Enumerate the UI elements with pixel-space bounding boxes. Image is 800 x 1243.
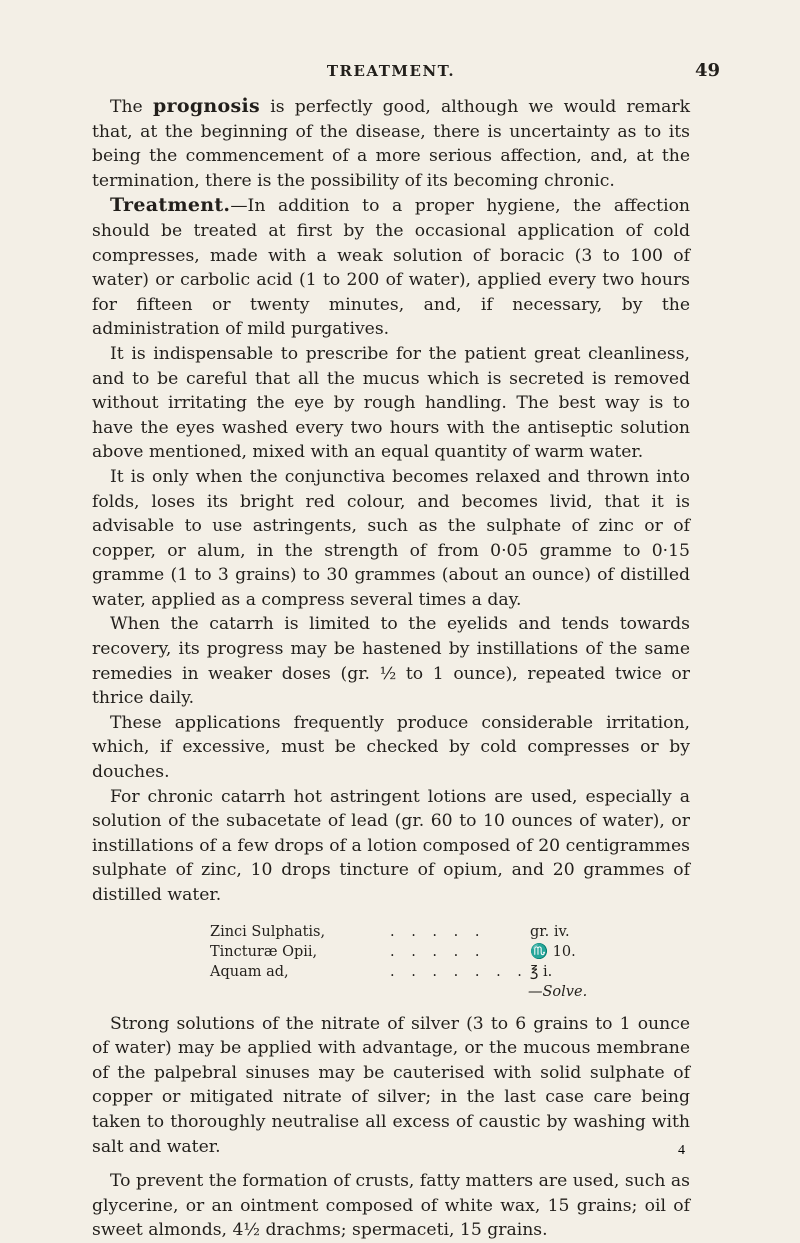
paragraph: Strong solutions of the nitrate of silver (3 to 6 grains to 1 ounce of water) may be applied with advantage, or the mucous membrane of the palpebral sinuses may be cauterised with solid sulphate of copper or mitigated nitrate of silver; in the last case care being taken to thoroughly neutralise all excess of caustic by washing with salt and water.: [92, 1013, 690, 1157]
solve-direction: —Solve.: [528, 983, 588, 1000]
amount: gr. iv.: [530, 923, 570, 940]
ingredient: Tincturæ Opii,: [210, 943, 318, 960]
amount: ℥ i.: [530, 963, 553, 980]
amount: ♏ 10.: [530, 943, 576, 960]
prescription-line: [210, 962, 590, 982]
page-number: 49: [694, 60, 720, 81]
paragraph-treatment: [92, 193, 690, 342]
leader-dots: . . . . . . .: [390, 963, 528, 980]
paragraph-text: is perfectly good, although we would remark that, at the beginning of the disease, there is uncertainty as to its being the commencement of a more serious affection, and, at the termination, there is the possibility of its becoming chronic.: [92, 97, 691, 191]
paragraph: For chronic catarrh hot astringent lotions are used, especially a solution of the subacetate of lead (gr. 60 to 10 ounces of water), or instillations of a few drops of a lotion composed of 20 centigrammes sulphate of zinc, 10 drops tincture of opium, and 20 grammes of distilled water.: [92, 786, 690, 905]
ingredient: Aquam ad,: [210, 963, 289, 980]
paragraph: To prevent the formation of crusts, fatty matters are used, such as glycerine, or an ointment composed of white wax, 15 grains; oil of sweet almonds, 4½ drachms; spermaceti, 15 grains.: [92, 1171, 690, 1241]
running-header: [92, 60, 720, 94]
prescription-line: [210, 922, 590, 942]
lead-word: The: [110, 97, 143, 117]
leader-dots: . . . . .: [390, 943, 486, 960]
paragraph: When the catarrh is limited to the eyelids and tends towards recovery, its progress may be hastened by instillations of the same remedies in weaker doses (gr. ½ to 1 ounce), repeated twice or thrice daily.: [92, 614, 690, 709]
signature-mark: 4: [678, 1143, 685, 1158]
prescription-line: [210, 942, 590, 962]
paragraph: It is indispensable to prescribe for the patient great cleanliness, and to be careful that all the mucus which is secreted is removed without irritating the eye by rough handling. The best way is to have the eyes washed every two hours with the antiseptic solution above mentioned, mixed with an equal quantity of warm water.: [92, 343, 690, 463]
paragraph: These applications frequently produce considerable irritation, which, if excessive, must be checked by cold compresses or by douches.: [92, 712, 690, 783]
paragraph-text: —In addition to a proper hygiene, the affection should be treated at first by the occasional application of cold compresses, made with a weak solution of boracic (3 to 100 of water) or carbolic acid (1 to 200 of water), applied every two hours for fifteen or twenty minutes, and, if necessary, by the administration of mild purgatives.: [92, 196, 690, 340]
prescription: [92, 922, 690, 1002]
run-in-heading-treatment: Treatment.: [110, 194, 231, 217]
leader-dots: . . . . .: [390, 923, 486, 940]
header-title: TREATMENT.: [326, 62, 456, 80]
ingredient: Zinci Sulphatis,: [210, 923, 326, 940]
run-in-heading-prognosis: prognosis: [152, 95, 261, 117]
paragraph-prognosis: [92, 94, 690, 193]
paragraph: It is only when the conjunctiva becomes relaxed and thrown into folds, loses its bright red colour, and becomes livid, that it is advisable to use astringents, such as the sulphate of zinc or of copper, or alum, in the strength of from 0·05 gramme to 0·15 gramme (1 to 3 grains) to 30 grammes (about an ounce) of distilled water, applied as a compress several times a day.: [92, 466, 690, 610]
